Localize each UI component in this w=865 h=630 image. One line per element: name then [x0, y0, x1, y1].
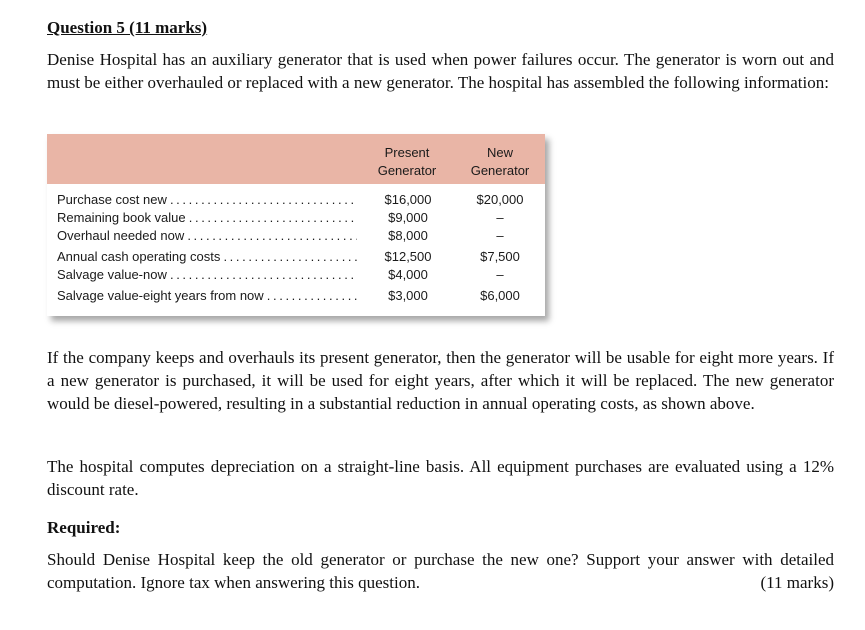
row-value-present: $12,500	[384, 249, 432, 264]
row-value-new: –	[496, 228, 504, 243]
row-label: Salvage value-eight years from now . . .	[57, 287, 357, 305]
column-header-new	[457, 144, 543, 180]
generator-data-table	[47, 134, 545, 316]
intro-paragraph: Denise Hospital has an auxiliary generator that is used when power failures occur. The generator is worn out and must be either overhauled or replaced with a new generator. The hospital has assembled the following information:	[47, 50, 834, 92]
row-value-present: $8,000	[388, 228, 428, 243]
row-label: Overhaul needed now . . .	[57, 227, 357, 245]
required-heading: Required:	[47, 518, 121, 537]
column-header-new-line1: New	[486, 145, 513, 160]
row-value-present: $9,000	[388, 210, 428, 225]
column-header-present-line1: Present	[384, 145, 430, 160]
row-label: Annual cash operating costs . . .	[57, 248, 357, 266]
row-value-new: $7,500	[480, 249, 520, 264]
required-marks: (11 marks)	[760, 573, 834, 592]
row-value-new: –	[496, 210, 504, 225]
depreciation-paragraph: The hospital computes depreciation on a straight-line basis. All equipment purchases are evaluated using a 12% discount rate.	[47, 457, 834, 499]
row-value-new: –	[496, 267, 504, 282]
table-row	[47, 266, 545, 284]
required-text: Should Denise Hospital keep the old generator or purchase the new one? Support your answer with detailed computation. Ignore tax when answering this question.	[47, 550, 834, 592]
column-header-new-line2: Generator	[470, 163, 530, 178]
row-label: Salvage value-now . . .	[57, 266, 357, 284]
table-row	[47, 191, 545, 209]
overhaul-paragraph: If the company keeps and overhauls its present generator, then the generator will be usable for eight more years. If a new generator is purchased, it will be used for eight years, after which it will be replaced. The new generator would be diesel-powered, resulting in a substantial reduction in annual operating costs, as shown above.	[47, 348, 834, 413]
required-paragraph	[47, 548, 834, 594]
row-value-new: $20,000	[476, 192, 524, 207]
row-label: Remaining book value . . .	[57, 209, 357, 227]
row-value-new: $6,000	[480, 288, 520, 303]
table-row	[47, 227, 545, 245]
question-heading: Question 5 (11 marks)	[47, 18, 208, 37]
row-value-present: $4,000	[388, 267, 428, 282]
row-label: Purchase cost new . . .	[57, 191, 357, 209]
table-row	[47, 287, 545, 305]
table-header-band	[47, 134, 545, 184]
row-value-present: $3,000	[388, 288, 428, 303]
column-header-present-line2: Generator	[377, 163, 437, 178]
table-row	[47, 209, 545, 227]
row-value-present: $16,000	[384, 192, 432, 207]
table-row	[47, 248, 545, 266]
column-header-present	[363, 144, 451, 180]
